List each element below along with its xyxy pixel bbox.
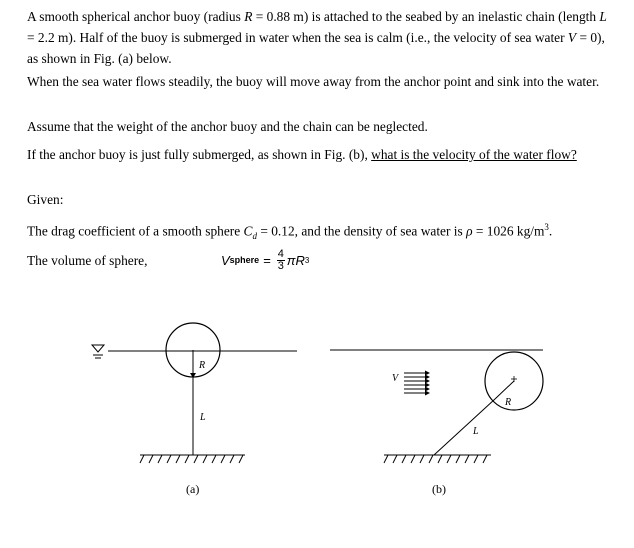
radius-label-a: R — [199, 360, 206, 371]
seabed-hatch-a — [140, 455, 243, 463]
seabed-hatch-b — [384, 455, 487, 463]
four-thirds-fraction: $\frac{4}{3}$ — [277, 247, 284, 272]
chain-label-a: L — [200, 412, 206, 423]
chain-b — [434, 399, 495, 455]
velocity-label: V — [392, 373, 399, 384]
volume-formula: V sphere = $\frac{4}{3}$ π R 3 — [221, 247, 310, 272]
given-paragraph: The drag coefficient of a smooth sphere $C_d = 0.12$, and the density of sea water is ρ = 1026 $kg/m^3$. — [27, 222, 553, 242]
question-paragraph: If the anchor buoy is just fully submerged, as shown in Fig. (b), what is the velocity of the water flow? — [27, 147, 577, 162]
caption-b: (b) — [432, 482, 446, 496]
assumption-paragraph: Assume that the weight of the anchor buoy and the chain can be neglected. — [27, 119, 428, 134]
figure-a — [92, 323, 297, 496]
chain-label-b: L — [473, 426, 479, 437]
caption-a: (a) — [186, 482, 200, 496]
radius-label-b: R — [505, 397, 512, 408]
volume-label: The volume of sphere, — [27, 253, 148, 268]
water-level-symbol — [92, 345, 104, 358]
flow-paragraph: When the sea water flows steadily, the buoy will move away from the anchor point and sink into the water. — [27, 74, 600, 89]
intro-paragraph: A smooth spherical anchor buoy (radius R = 0.88 m) is attached to the seabed by an inelastic chain (length L = 2.2 m). Half of the buoy is submerged in water when the sea is calm (i.e., the velocity of sea water V = 0), as shown in Fig. (a) below. — [27, 9, 607, 66]
question-highlight: what is the velocity of the water flow? — [371, 147, 577, 162]
flow-arrows — [404, 371, 430, 396]
given-label: Given: — [27, 192, 64, 207]
figure-b — [330, 350, 543, 496]
